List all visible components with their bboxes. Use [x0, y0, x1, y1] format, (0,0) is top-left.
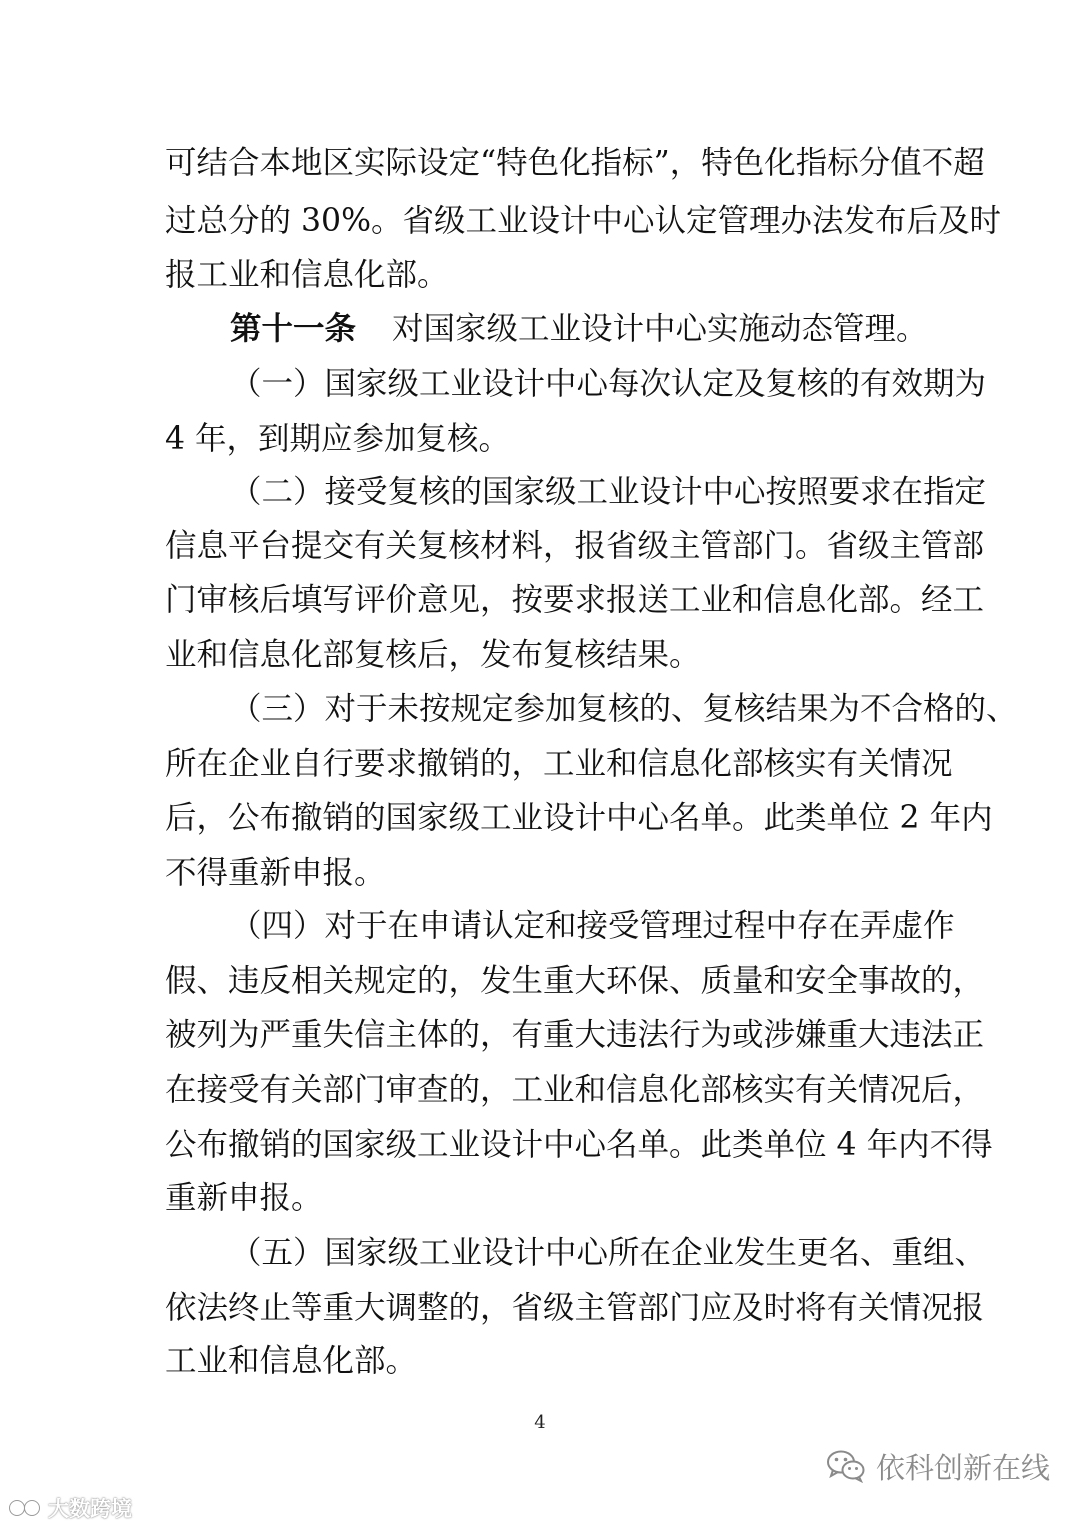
article-title: 对国家级工业设计中心实施动态管理。: [392, 311, 928, 347]
watermark-right: [826, 1441, 1050, 1491]
paragraph-line: 被列为严重失信主体的，有重大违法行为或涉嫌重大违法正: [165, 1017, 985, 1053]
paragraph-line: 依法终止等重大调整的，省级主管部门应及时将有关情况报: [165, 1290, 985, 1326]
paragraph-line: 所在企业自行要求撤销的，工业和信息化部核实有关情况: [165, 746, 953, 782]
paragraph-line: （一）国家级工业设计中心每次认定及复核的有效期为: [230, 366, 987, 402]
paragraph-line: 假、违反相关规定的，发生重大环保、质量和安全事故的，: [165, 963, 985, 999]
paragraph-line: （二）接受复核的国家级工业设计中心按照要求在指定: [230, 474, 987, 510]
article-heading: [230, 309, 928, 349]
paragraph-line: 重新申报。: [165, 1180, 323, 1216]
watermark-right-text: 依科创新在线: [875, 1450, 1050, 1485]
paragraph-line: 后，公布撤销的国家级工业设计中心名单。此类单位 2 年内: [165, 800, 993, 836]
paragraph-line: （五）国家级工业设计中心所在企业发生更名、重组、: [230, 1235, 987, 1271]
paragraph-line: 报工业和信息化部。: [165, 257, 449, 293]
watermark-left: [8, 1494, 132, 1522]
paragraph-line: 门审核后填写评价意见，按要求报送工业和信息化部。经工: [165, 582, 985, 618]
logo-icon: [8, 1496, 42, 1520]
paragraph-line: （三）对于未按规定参加复核的、复核结果为不合格的、: [230, 691, 1018, 727]
paragraph-line: 可结合本地区实际设定“特色化指标”，特色化指标分值不超: [165, 145, 985, 181]
page-number: 4: [534, 1412, 546, 1433]
paragraph-line: （四）对于在申请认定和接受管理过程中存在弄虚作: [230, 908, 955, 944]
paragraph-line: 在接受有关部门审查的，工业和信息化部核实有关情况后，: [165, 1072, 985, 1108]
article-label: 第十一条: [230, 310, 357, 347]
paragraph-line: 4 年，到期应参加复核。: [165, 421, 511, 457]
paragraph-line: 业和信息化部复核后，发布复核结果。: [165, 637, 701, 673]
paragraph-line: 公布撤销的国家级工业设计中心名单。此类单位 4 年内不得: [165, 1127, 993, 1163]
paragraph-line: 不得重新申报。: [165, 855, 386, 891]
wechat-icon: [826, 1449, 866, 1483]
paragraph-line: 过总分的 30%。省级工业设计中心认定管理办法发布后及时: [165, 203, 1002, 239]
watermark-left-text: 大数跨境: [48, 1497, 132, 1521]
paragraph-line: 工业和信息化部。: [165, 1343, 418, 1379]
paragraph-line: 信息平台提交有关复核材料，报省级主管部门。省级主管部: [165, 528, 985, 564]
